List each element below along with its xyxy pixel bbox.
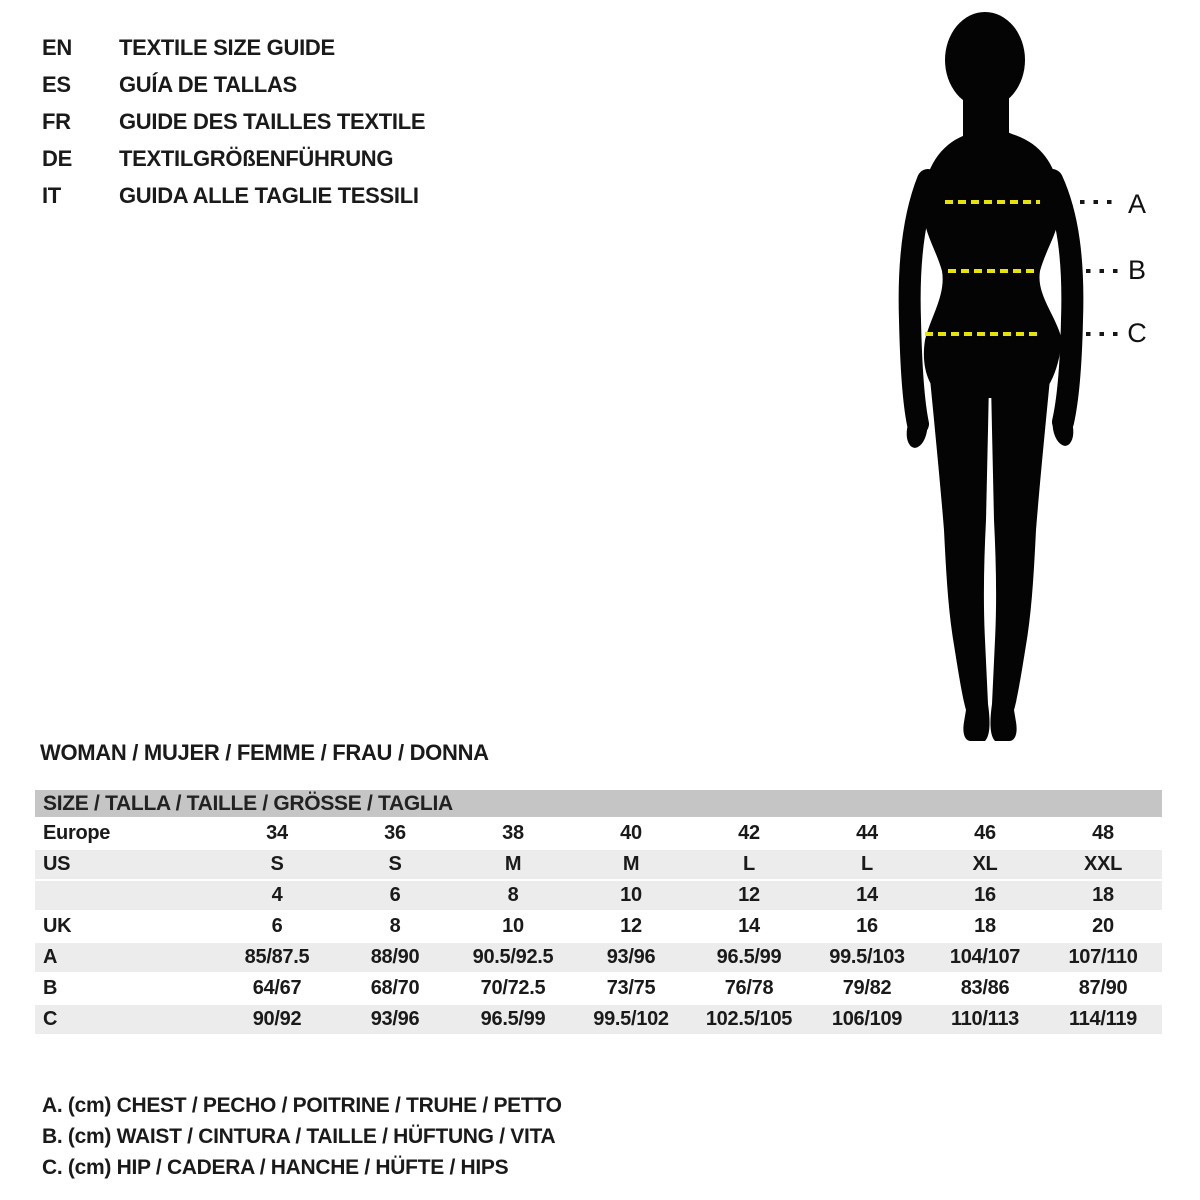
size-row-label: UK — [35, 911, 218, 942]
size-cell: 6 — [218, 911, 336, 942]
size-cell: 12 — [572, 911, 690, 942]
size-cell: XXL — [1044, 849, 1162, 880]
size-cell: 87/90 — [1044, 973, 1162, 1004]
size-cell: 6 — [336, 880, 454, 911]
size-cell: 48 — [1044, 818, 1162, 849]
size-row-label: C — [35, 1004, 218, 1034]
table-row-europe — [35, 818, 1162, 849]
size-cell: 104/107 — [926, 942, 1044, 973]
size-cell: 107/110 — [1044, 942, 1162, 973]
size-table — [35, 790, 1162, 1034]
size-cell: 40 — [572, 818, 690, 849]
size-cell: 85/87.5 — [218, 942, 336, 973]
table-row-chest-a — [35, 942, 1162, 973]
hip-marker-label: C — [1127, 318, 1147, 348]
language-row-en — [42, 29, 425, 66]
silhouette-right-leg — [990, 358, 1052, 741]
size-cell: 10 — [454, 911, 572, 942]
size-cell: 93/96 — [336, 1004, 454, 1034]
size-row-label: Europe — [35, 818, 218, 849]
size-cell: 8 — [454, 880, 572, 911]
size-cell: 96.5/99 — [454, 1004, 572, 1034]
size-cell: 4 — [218, 880, 336, 911]
size-cell: 64/67 — [218, 973, 336, 1004]
language-code-en: EN — [42, 34, 72, 60]
size-row-label — [35, 880, 218, 911]
size-cell: L — [808, 849, 926, 880]
size-cell: S — [218, 849, 336, 880]
size-cell: M — [572, 849, 690, 880]
size-cell: 79/82 — [808, 973, 926, 1004]
size-cell: 16 — [808, 911, 926, 942]
language-row-es — [42, 66, 425, 103]
size-cell: 106/109 — [808, 1004, 926, 1034]
silhouette-left-leg — [928, 358, 990, 741]
size-table-header: SIZE / TALLA / TAILLE / GRÖSSE / TAGLIA — [35, 790, 1162, 818]
size-cell: 16 — [926, 880, 1044, 911]
size-cell: 14 — [808, 880, 926, 911]
chest-marker-label: A — [1127, 189, 1146, 219]
size-cell: 14 — [690, 911, 808, 942]
legend-waist: B. (cm) WAIST / CINTURA / TAILLE / HÜFTUNG / VITA — [42, 1125, 556, 1148]
size-cell: 102.5/105 — [690, 1004, 808, 1034]
language-code-de: DE — [42, 145, 72, 171]
language-title-es: GUÍA DE TALLAS — [119, 71, 297, 97]
language-row-it — [42, 177, 425, 214]
size-cell: 34 — [218, 818, 336, 849]
size-cell: 88/90 — [336, 942, 454, 973]
table-row-us-numeric — [35, 880, 1162, 911]
size-row-label: B — [35, 973, 218, 1004]
table-row-hip-c — [35, 1004, 1162, 1034]
size-cell: 18 — [926, 911, 1044, 942]
size-cell: 20 — [1044, 911, 1162, 942]
legend-chest: A. (cm) CHEST / PECHO / POITRINE / TRUHE / PETTO — [42, 1094, 562, 1117]
size-row-label: US — [35, 849, 218, 880]
size-cell: 38 — [454, 818, 572, 849]
size-cell: 10 — [572, 880, 690, 911]
language-code-it: IT — [42, 182, 61, 208]
language-row-de — [42, 140, 425, 177]
size-cell: M — [454, 849, 572, 880]
measure-legend — [42, 1090, 562, 1183]
size-cell: XL — [926, 849, 1044, 880]
silhouette-torso — [922, 129, 1062, 405]
language-title-fr: GUIDE DES TAILLES TEXTILE — [119, 108, 426, 134]
size-cell: 76/78 — [690, 973, 808, 1004]
legend-hip: C. (cm) HIP / CADERA / HANCHE / HÜFTE / HIPS — [42, 1156, 509, 1179]
size-cell: 90.5/92.5 — [454, 942, 572, 973]
language-code-fr: FR — [42, 108, 71, 134]
waist-marker-label: B — [1127, 255, 1146, 285]
gender-heading: WOMAN / MUJER / FEMME / FRAU / DONNA — [40, 740, 489, 765]
language-title-list — [42, 29, 425, 214]
size-row-label: A — [35, 942, 218, 973]
table-row-waist-b — [35, 973, 1162, 1004]
size-cell: 99.5/102 — [572, 1004, 690, 1034]
size-cell: L — [690, 849, 808, 880]
language-code-es: ES — [42, 71, 71, 97]
size-cell: 93/96 — [572, 942, 690, 973]
size-cell: 12 — [690, 880, 808, 911]
table-row-us — [35, 849, 1162, 880]
size-cell: 110/113 — [926, 1004, 1044, 1034]
table-row-uk — [35, 911, 1162, 942]
size-cell: 68/70 — [336, 973, 454, 1004]
language-title-en: TEXTILE SIZE GUIDE — [119, 34, 335, 60]
silhouette-left-arm — [910, 180, 928, 424]
silhouette-right-arm — [1052, 180, 1072, 422]
size-cell: 36 — [336, 818, 454, 849]
size-cell: 99.5/103 — [808, 942, 926, 973]
woman-silhouette-diagram — [880, 0, 1180, 760]
size-cell: 96.5/99 — [690, 942, 808, 973]
size-cell: 18 — [1044, 880, 1162, 911]
size-cell: 70/72.5 — [454, 973, 572, 1004]
size-cell: 83/86 — [926, 973, 1044, 1004]
size-cell: S — [336, 849, 454, 880]
language-title-de: TEXTILGRÖßENFÜHRUNG — [119, 145, 394, 171]
size-cell: 44 — [808, 818, 926, 849]
size-cell: 73/75 — [572, 973, 690, 1004]
size-cell: 8 — [336, 911, 454, 942]
language-title-it: GUIDA ALLE TAGLIE TESSILI — [119, 182, 419, 208]
size-cell: 42 — [690, 818, 808, 849]
size-cell: 90/92 — [218, 1004, 336, 1034]
size-cell: 46 — [926, 818, 1044, 849]
size-table-header-row — [35, 790, 1162, 818]
language-row-fr — [42, 103, 425, 140]
size-cell: 114/119 — [1044, 1004, 1162, 1034]
